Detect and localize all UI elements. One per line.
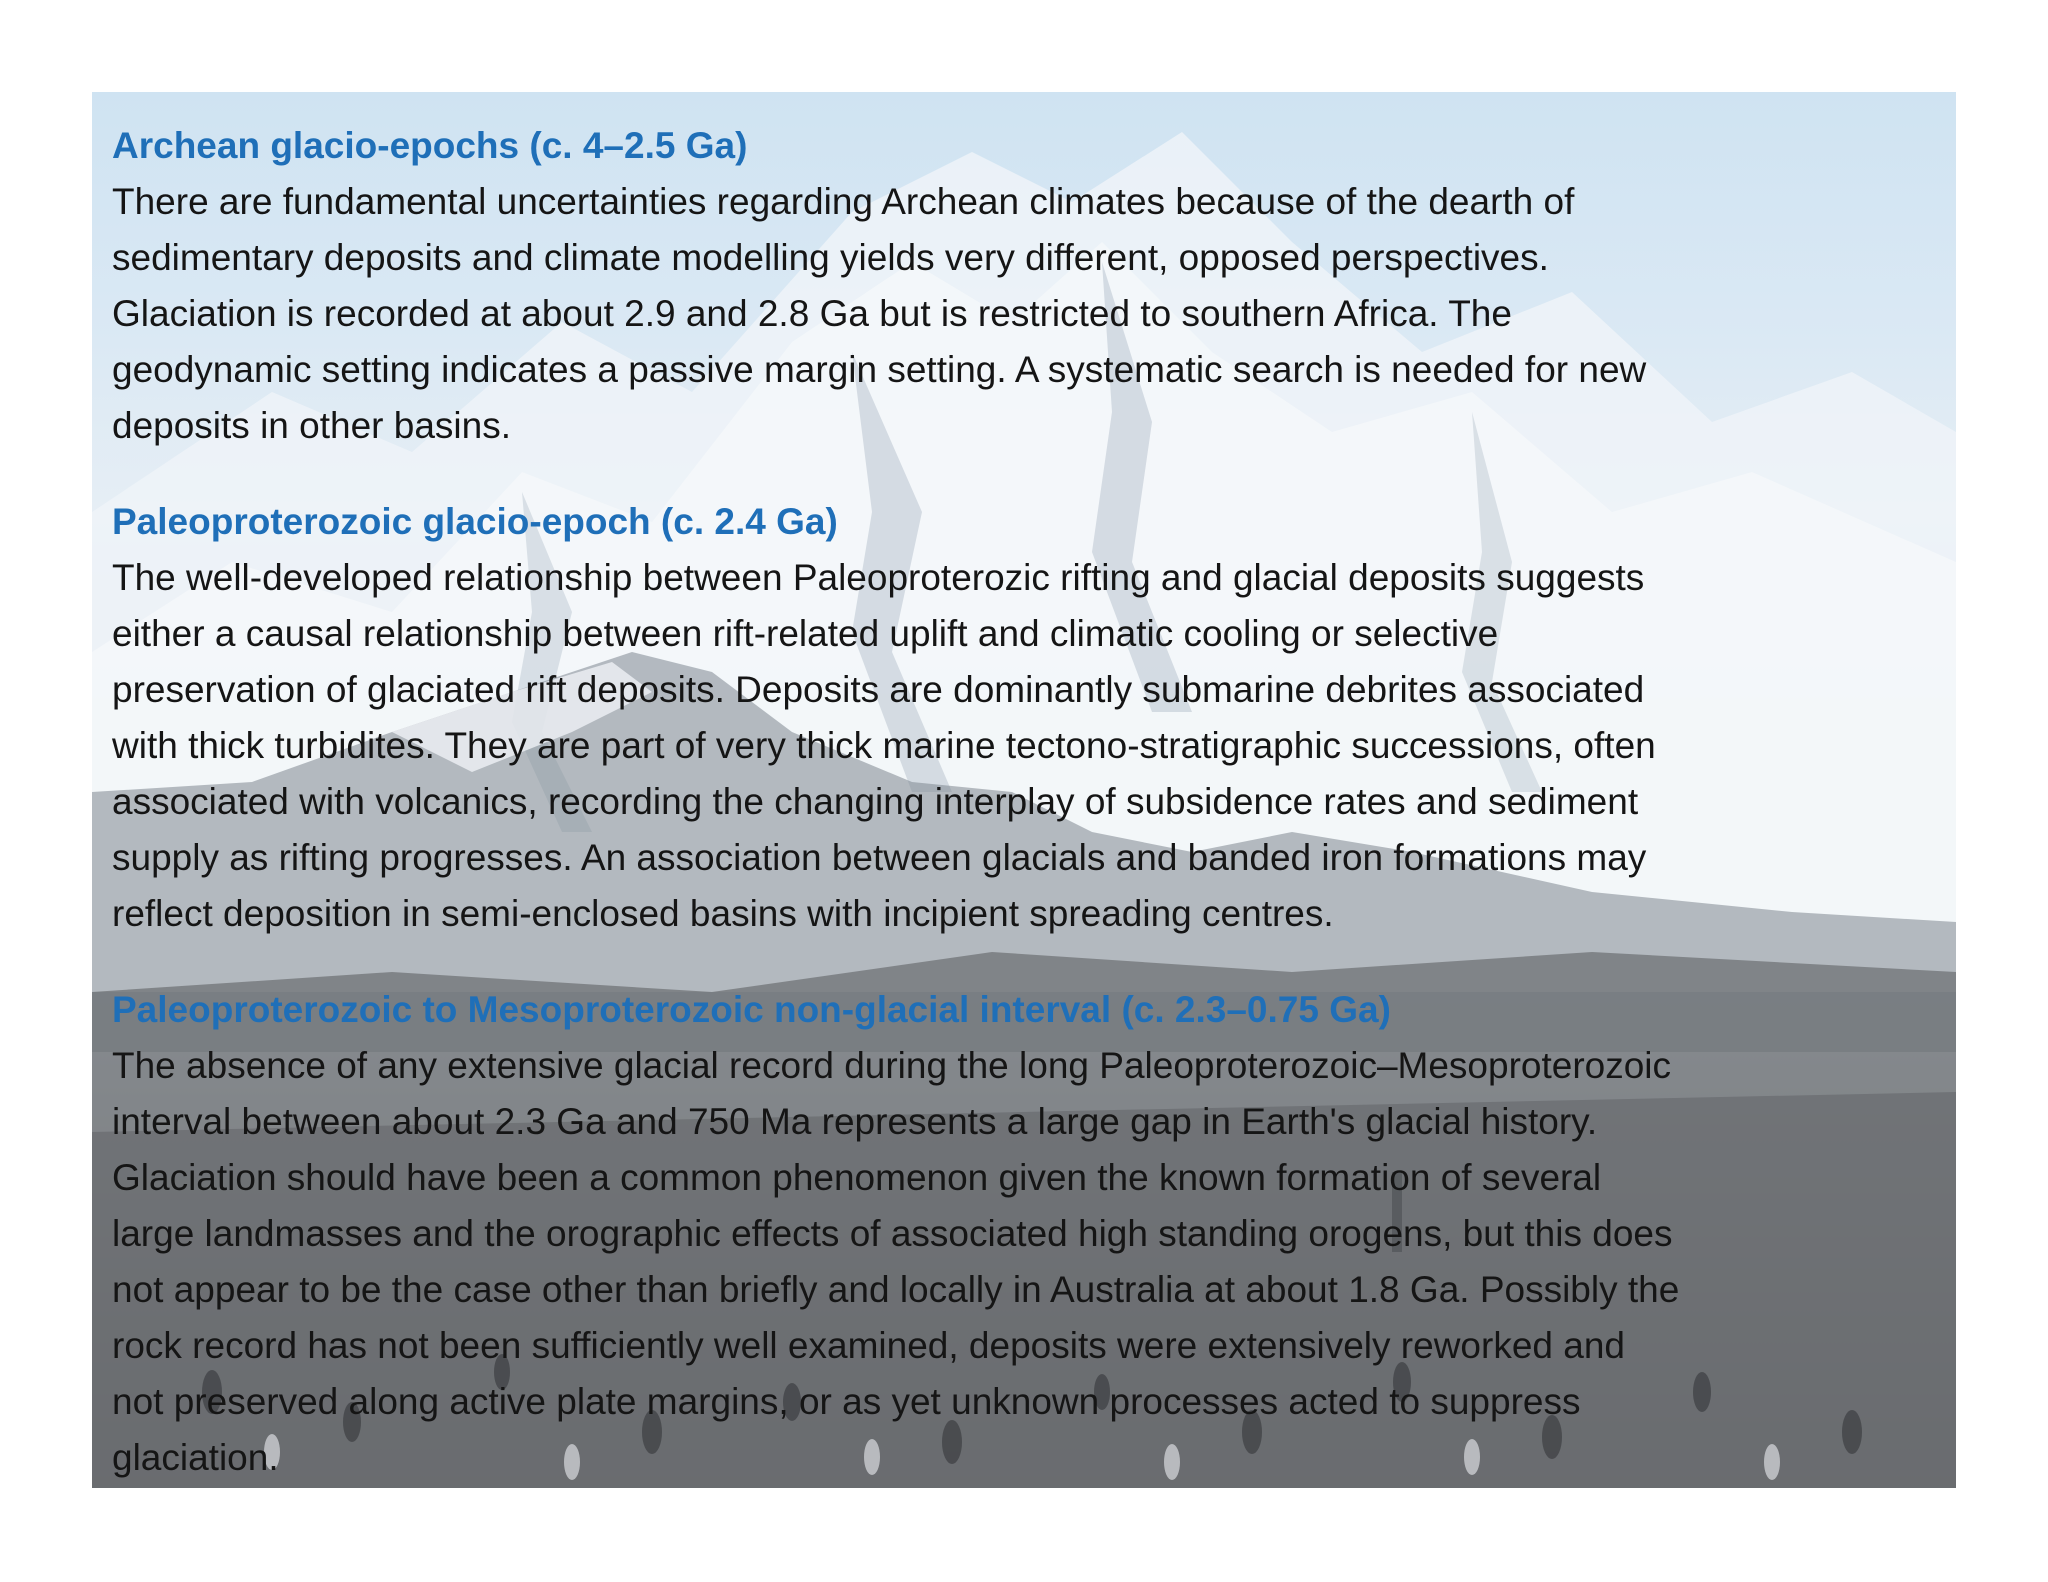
body-line: There are fundamental uncertainties regarding Archean climates because of the dearth of [112,181,1575,222]
body-line: reflect deposition in semi-enclosed basins with incipient spreading centres. [112,893,1334,934]
body-line: large landmasses and the orographic effects of associated high standing orogens, but this does [112,1213,1673,1254]
body-line: interval between about 2.3 Ga and 750 Ma represents a large gap in Earth's glacial history. [112,1101,1598,1142]
body-line: The absence of any extensive glacial record during the long Paleoproterozoic–Mesoproterozoic [112,1045,1672,1086]
section-heading: Paleoproterozoic to Mesoproterozoic non-glacial interval (c. 2.3–0.75 Ga) [112,989,1391,1030]
section-body [112,550,1942,942]
body-line: not appear to be the case other than briefly and locally in Australia at about 1.8 Ga. Possibly the [112,1269,1680,1310]
body-line: sedimentary deposits and climate modelling yields very different, opposed perspectives. [112,237,1549,278]
body-line: with thick turbidites. They are part of very thick marine tectono-stratigraphic successions, often [112,725,1656,766]
body-line: preservation of glaciated rift deposits. Deposits are dominantly submarine debrites associated [112,669,1645,710]
section-body [112,1038,1942,1486]
body-line: supply as rifting progresses. An association between glacials and banded iron formations may [112,837,1647,878]
body-line: Glaciation is recorded at about 2.9 and 2.8 Ga but is restricted to southern Africa. The [112,293,1512,334]
body-line: not preserved along active plate margins, or as yet unknown processes acted to suppress [112,1381,1581,1422]
section-archean [112,118,1942,454]
body-line: Glaciation should have been a common phenomenon given the known formation of several [112,1157,1602,1198]
body-line: glaciation. [112,1437,279,1478]
body-line: geodynamic setting indicates a passive margin setting. A systematic search is needed for new [112,349,1647,390]
body-line: The well-developed relationship between Paleoproterozic rifting and glacial deposits suggests [112,557,1645,598]
section-heading: Archean glacio-epochs (c. 4–2.5 Ga) [112,125,748,166]
body-line: deposits in other basins. [112,405,512,446]
content-text-block [112,118,1942,1526]
body-line: rock record has not been sufficiently well examined, deposits were extensively reworked and [112,1325,1625,1366]
body-line: either a causal relationship between rift-related uplift and climatic cooling or selective [112,613,1499,654]
section-paleoproterozoic [112,494,1942,942]
section-heading: Paleoproterozoic glacio-epoch (c. 2.4 Ga) [112,501,838,542]
section-non-glacial-interval [112,982,1942,1486]
section-body [112,174,1942,454]
body-line: associated with volcanics, recording the changing interplay of subsidence rates and sediment [112,781,1639,822]
